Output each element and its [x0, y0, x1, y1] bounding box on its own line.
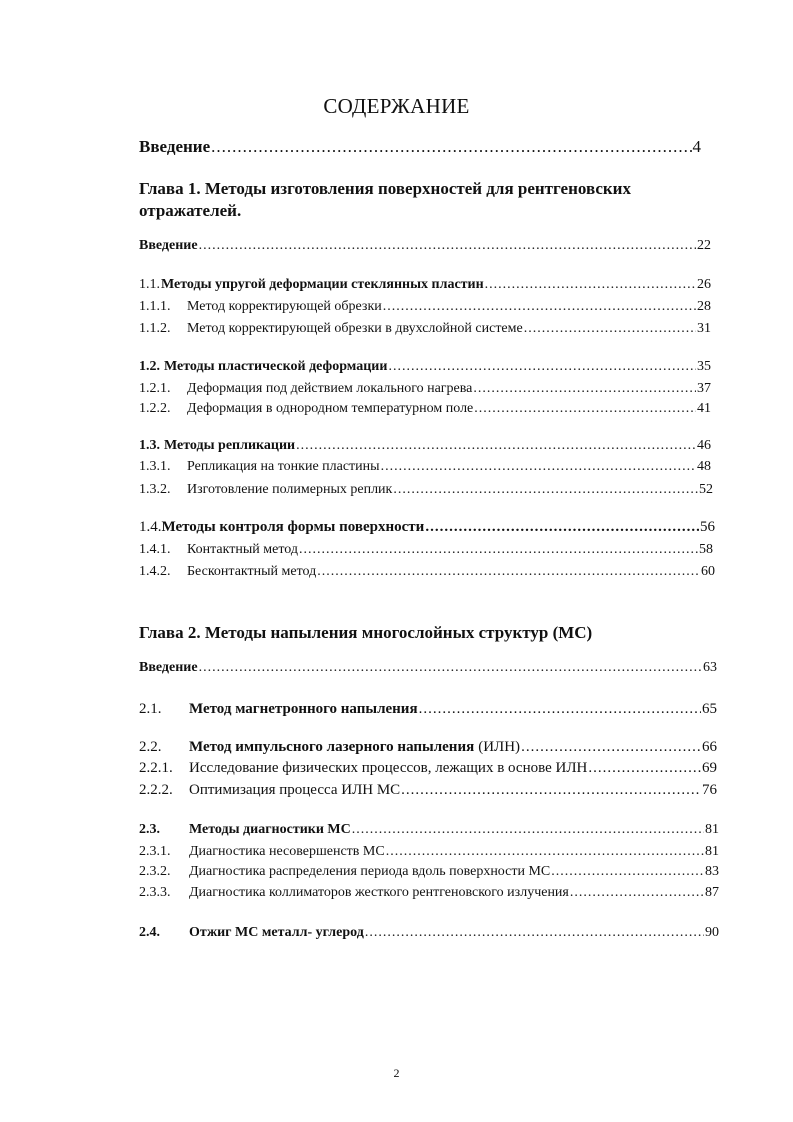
toc-label: Изготовление полимерных реплик	[187, 482, 393, 497]
toc-number: 2.1.	[139, 701, 162, 717]
toc-leader	[588, 760, 701, 777]
toc-leader	[211, 137, 691, 157]
toc-label: Введение	[139, 137, 211, 156]
toc-entry-2-4[interactable]	[139, 925, 719, 941]
toc-page: 81	[705, 844, 719, 859]
toc-leader	[425, 519, 699, 536]
toc-entry-ch2-intro[interactable]	[139, 660, 717, 676]
toc-entry-2-3-2[interactable]	[139, 864, 719, 880]
toc-leader	[388, 359, 696, 375]
chapter-2-title: Глава 2. Методы напыления многослойных структур (МС)	[139, 623, 593, 642]
toc-leader	[551, 864, 704, 880]
toc-label: Методы контроля формы поверхности	[161, 519, 425, 535]
toc-page: 81	[705, 822, 719, 837]
toc-label: Введение	[139, 660, 198, 675]
toc-leader	[570, 885, 704, 901]
toc-number: 1.2.2.	[139, 401, 171, 416]
toc-leader	[352, 822, 704, 838]
toc-page: 22	[697, 238, 711, 253]
toc-leader	[381, 459, 696, 475]
toc-page: 41	[697, 401, 711, 416]
toc-label: Деформация в однородном температурном поле	[187, 401, 474, 416]
toc-label-tail: (ИЛН)	[478, 739, 521, 755]
toc-page: 4	[692, 137, 701, 156]
toc-entry-1-2[interactable]	[139, 359, 711, 375]
toc-entry-1-3[interactable]	[139, 438, 711, 454]
toc-page: 76	[702, 782, 717, 798]
toc-page: 52	[699, 482, 713, 497]
toc-entry-1-4-2[interactable]	[139, 564, 715, 580]
toc-number: 2.2.1.	[139, 760, 173, 776]
toc-leader	[386, 844, 704, 860]
toc-entry-2-2[interactable]	[139, 739, 717, 756]
toc-number: 1.1.	[139, 277, 160, 292]
toc-entry-1-2-1[interactable]	[139, 381, 711, 397]
toc-leader	[524, 321, 696, 337]
toc-leader	[365, 925, 704, 941]
toc-number: 2.3.3.	[139, 885, 171, 900]
toc-page: 37	[697, 381, 711, 396]
toc-number: 2.3.	[139, 822, 160, 837]
toc-entry-ch1-intro[interactable]	[139, 238, 711, 254]
toc-number: 1.3.2.	[139, 482, 171, 497]
toc-entry-2-3[interactable]	[139, 822, 719, 838]
toc-entry-2-2-2[interactable]	[139, 782, 717, 799]
toc-label: Метод импульсного лазерного напыления	[189, 739, 475, 755]
toc-leader	[485, 277, 696, 293]
page-title: СОДЕРЖАНИЕ	[323, 94, 470, 118]
toc-page: 66	[702, 739, 717, 755]
toc-entry-1-4-1[interactable]	[139, 542, 713, 558]
toc-label: Введение	[139, 238, 198, 253]
toc-label: Диагностика коллиматоров жесткого рентгеновского излучения	[189, 885, 569, 900]
toc-leader	[419, 701, 701, 718]
toc-leader	[473, 381, 696, 397]
toc-leader	[199, 238, 696, 254]
toc-leader	[296, 438, 696, 454]
toc-number: 2.3.1.	[139, 844, 171, 859]
chapter-1-title: Глава 1. Методы изготовления поверхностей для рентгеновских отражателей.	[139, 179, 631, 220]
toc-label: Методы диагностики МС	[189, 822, 351, 837]
toc-page: 58	[699, 542, 713, 557]
toc-entry-2-1[interactable]	[139, 701, 717, 718]
toc-label: Диагностика несовершенств МС	[189, 844, 385, 859]
toc-label: Метод магнетронного напыления	[189, 701, 418, 717]
toc-number: 1.3.	[139, 438, 160, 453]
toc-leader	[317, 564, 700, 580]
toc-label: Оптимизация процесса ИЛН МС	[189, 782, 401, 798]
toc-label: Методы репликации	[164, 438, 296, 453]
toc-page: 83	[705, 864, 719, 879]
toc-label: Контактный метод	[187, 542, 298, 557]
toc-label: Метод корректирующей обрезки в двухслойной системе	[187, 321, 523, 336]
toc-label: Бесконтактный метод	[187, 564, 317, 579]
toc-entry-1-1-1[interactable]	[139, 299, 711, 315]
toc-label: Деформация под действием локального нагрева	[187, 381, 473, 396]
toc-entry-1-2-2[interactable]	[139, 401, 711, 417]
toc-leader	[299, 542, 698, 558]
toc-page: 56	[700, 519, 715, 535]
toc-number: 2.4.	[139, 925, 160, 940]
toc-page: 26	[697, 277, 711, 292]
toc-number: 1.1.2.	[139, 321, 171, 336]
toc-page: 90	[705, 925, 719, 940]
toc-label: Методы упругой деформации стеклянных пластин	[161, 277, 484, 292]
toc-number: 1.4.2.	[139, 564, 171, 579]
toc-label: Метод корректирующей обрезки	[187, 299, 382, 314]
toc-label: Отжиг МС металл- углерод	[189, 925, 364, 940]
toc-leader	[383, 299, 696, 315]
toc-number: 1.4.1.	[139, 542, 171, 557]
toc-entry-1-1[interactable]	[139, 277, 711, 293]
toc-label: Диагностика распределения периода вдоль поверхности МС	[189, 864, 551, 879]
toc-number: 2.2.	[139, 739, 162, 755]
toc-page: 69	[702, 760, 717, 776]
toc-entry-1-3-2[interactable]	[139, 482, 713, 498]
toc-entry-1-1-2[interactable]	[139, 321, 711, 337]
toc-page: 60	[701, 564, 715, 579]
toc-label: Исследование физических процессов, лежащих в основе ИЛН	[189, 760, 588, 776]
toc-leader	[401, 782, 701, 799]
toc-number: 1.2.1.	[139, 381, 171, 396]
toc-page: 48	[697, 459, 711, 474]
toc-page: 65	[702, 701, 717, 717]
toc-page: 35	[697, 359, 711, 374]
toc-leader	[474, 401, 696, 417]
toc-leader	[393, 482, 698, 498]
toc-page: 46	[697, 438, 711, 453]
toc-page: 87	[705, 885, 719, 900]
toc-leader	[199, 660, 702, 676]
toc-number: 2.2.2.	[139, 782, 173, 798]
toc-label: Репликация на тонкие пластины	[187, 459, 380, 474]
toc-entry-2-3-3[interactable]	[139, 885, 719, 901]
toc-page: 63	[703, 660, 717, 675]
toc-entry-2-3-1[interactable]	[139, 844, 719, 860]
toc-entry-1-3-1[interactable]	[139, 459, 711, 475]
toc-number: 2.3.2.	[139, 864, 171, 879]
toc-number: 1.1.1.	[139, 299, 171, 314]
toc-entry-intro[interactable]	[139, 137, 701, 157]
toc-label: Методы пластической деформации	[164, 359, 388, 374]
toc-number: 1.3.1.	[139, 459, 171, 474]
toc-page: 28	[697, 299, 711, 314]
toc-entry-1-4[interactable]	[139, 519, 715, 536]
toc-page: 31	[697, 321, 711, 336]
page-number: 2	[393, 1066, 400, 1080]
toc-entry-2-2-1[interactable]	[139, 760, 717, 777]
toc-number: 1.2.	[139, 359, 160, 374]
toc-leader	[521, 739, 701, 756]
toc-number: 1.4.	[139, 519, 162, 535]
